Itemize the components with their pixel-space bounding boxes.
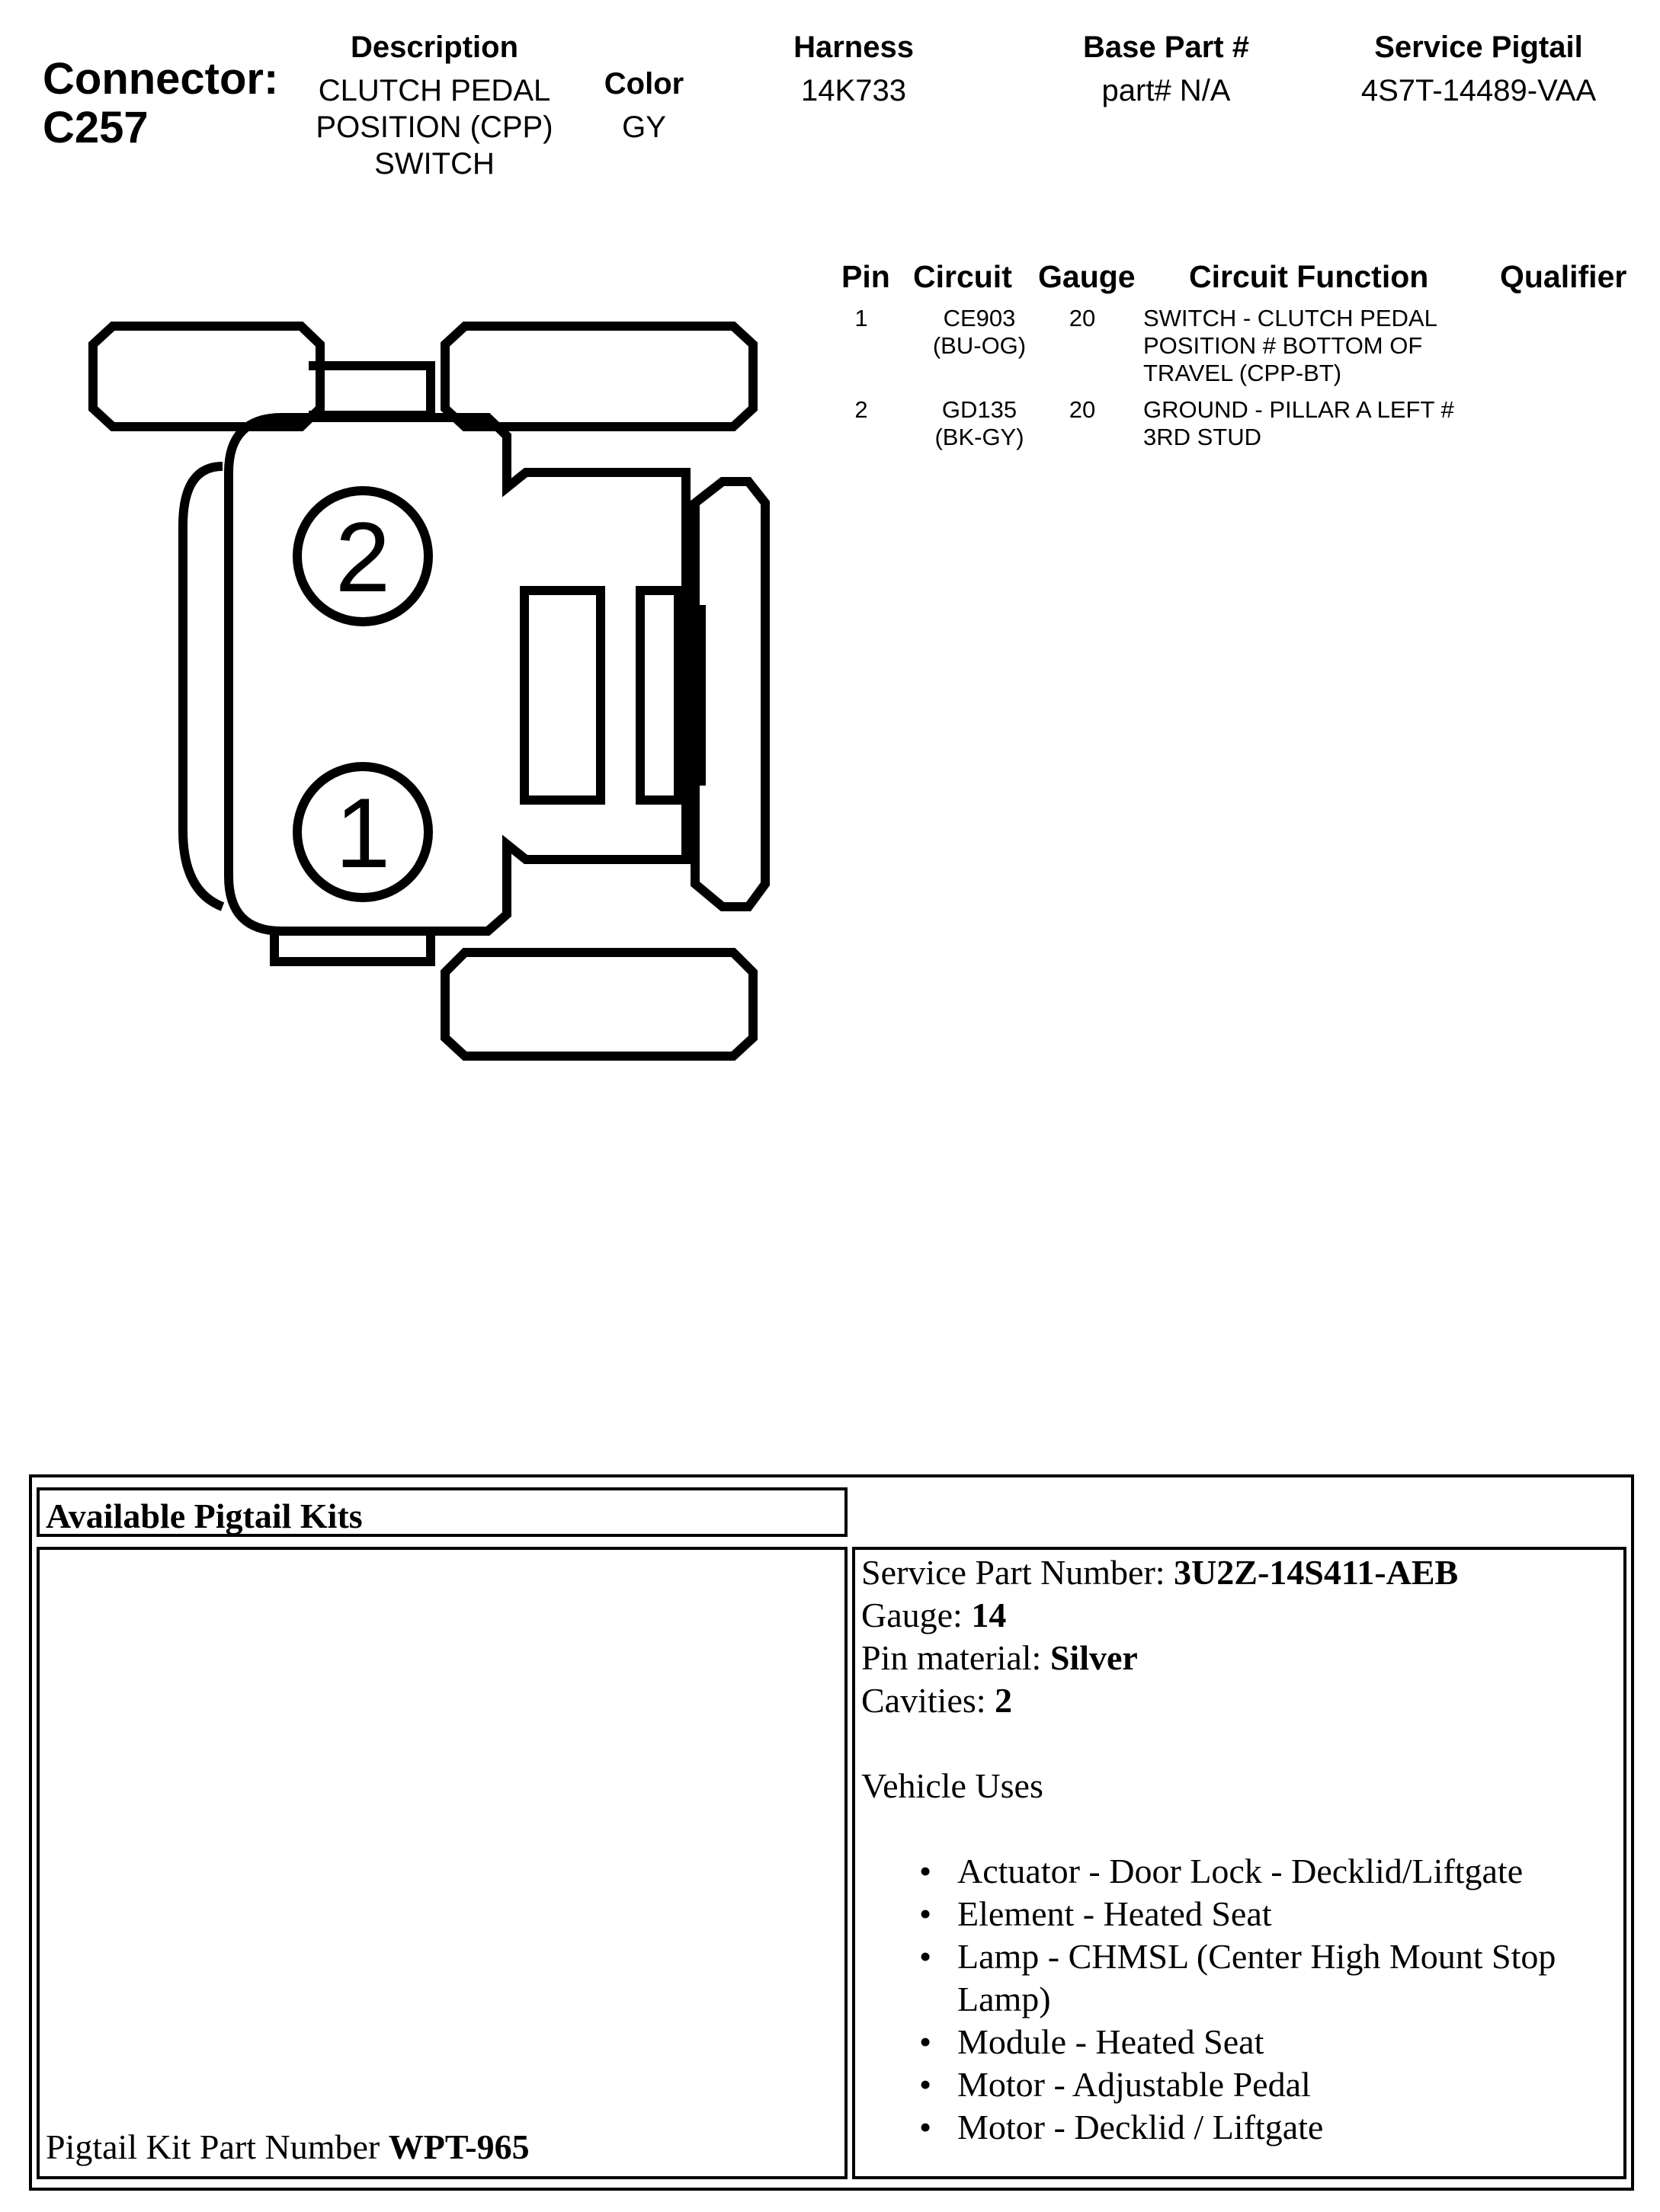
inner-window-right-shape bbox=[640, 591, 678, 800]
pin-number: 2 bbox=[854, 396, 868, 423]
circuit-id: GD135 bbox=[941, 396, 1017, 423]
circuit-function-column-header: Circuit Function bbox=[1189, 259, 1429, 294]
circuit-function-line: GROUND - PILLAR A LEFT # bbox=[1143, 396, 1454, 423]
pigtail-kit-number-line bbox=[46, 2126, 530, 2169]
list-item: • Element - Heated Seat bbox=[861, 1893, 1617, 1935]
service-pigtail-header: Service Pigtail bbox=[1374, 30, 1583, 64]
latch-bridge-shape bbox=[309, 366, 431, 415]
list-item: • Module - Heated Seat bbox=[861, 2021, 1617, 2063]
vehicle-uses-list bbox=[861, 1850, 1617, 2149]
circuit-color: (BK-GY) bbox=[934, 424, 1024, 450]
description-line-1: CLUTCH PEDAL bbox=[318, 74, 551, 107]
pigtail-kit-label: Pigtail Kit Part Number bbox=[46, 2127, 389, 2166]
service-pigtail-column bbox=[1326, 30, 1631, 109]
cavity-2-label: 2 bbox=[335, 501, 391, 613]
list-item: • Actuator - Door Lock - Decklid/Liftgate bbox=[861, 1850, 1617, 1893]
pin-column-header: Pin bbox=[841, 259, 890, 294]
pigtail-kit-number: WPT-965 bbox=[388, 2127, 530, 2166]
harness-value: 14K733 bbox=[801, 74, 906, 107]
connector-face-diagram bbox=[0, 0, 838, 1105]
circuit-cell bbox=[907, 396, 1052, 451]
body-left-side-shape bbox=[183, 466, 223, 907]
description-line-2: POSITION (CPP) bbox=[316, 110, 553, 144]
circuit-cell bbox=[907, 305, 1052, 360]
qualifier-column-header: Qualifier bbox=[1500, 259, 1627, 294]
pigtail-details-cell bbox=[852, 1547, 1626, 2179]
pin-material-label: Pin material: bbox=[861, 1638, 1050, 1677]
pigtail-kit-number-cell bbox=[37, 1547, 848, 2179]
pin-material-line bbox=[861, 1637, 1617, 1679]
cavities-label: Cavities: bbox=[861, 1681, 995, 1720]
latch-bottom-right-shape bbox=[445, 952, 753, 1056]
service-part-number: 3U2Z-14S411-AEB bbox=[1174, 1553, 1459, 1592]
circuit-column-header: Circuit bbox=[913, 259, 1012, 294]
circuit-color: (BU-OG) bbox=[932, 332, 1027, 359]
base-part-value: part# N/A bbox=[1101, 74, 1231, 107]
service-part-label: Service Part Number: bbox=[861, 1553, 1174, 1592]
circuit-function-line: TRAVEL (CPP-BT) bbox=[1143, 360, 1342, 386]
service-pigtail-value: 4S7T-14489-VAA bbox=[1360, 74, 1597, 107]
pigtail-kits-heading: Available Pigtail Kits bbox=[46, 1497, 363, 1535]
base-part-header: Base Part # bbox=[1083, 30, 1249, 64]
circuit-function-line: SWITCH - CLUTCH PEDAL bbox=[1143, 305, 1437, 331]
circuit-function-line: 3RD STUD bbox=[1143, 424, 1262, 450]
gauge-column-header: Gauge bbox=[1038, 259, 1136, 294]
gauge-number: 14 bbox=[971, 1596, 1007, 1634]
list-item: • Lamp - CHMSL (Center High Mount Stop Lamp) bbox=[861, 1935, 1617, 2021]
circuit-id: CE903 bbox=[943, 305, 1016, 331]
pin-number: 1 bbox=[854, 305, 868, 331]
color-value: GY bbox=[622, 110, 666, 144]
connector-id: C257 bbox=[43, 103, 149, 152]
description-header: Description bbox=[350, 30, 519, 64]
color-header: Color bbox=[604, 67, 684, 101]
vehicle-uses-heading: Vehicle Uses bbox=[861, 1766, 1043, 1805]
cavities-line bbox=[861, 1679, 1617, 1722]
description-line-3: SWITCH bbox=[374, 147, 495, 181]
circuit-function-line: POSITION # BOTTOM OF bbox=[1143, 332, 1423, 359]
pin-table bbox=[823, 259, 1646, 472]
harness-header: Harness bbox=[793, 30, 914, 64]
latch-top-left-shape bbox=[93, 326, 320, 427]
pin-material-value: Silver bbox=[1050, 1638, 1138, 1677]
connector-label: Connector: bbox=[43, 54, 279, 104]
service-part-line bbox=[861, 1551, 1617, 1594]
pigtail-kits-heading-cell bbox=[37, 1487, 848, 1537]
latch-top-right-shape bbox=[445, 326, 753, 427]
gauge-value: 20 bbox=[1069, 305, 1096, 331]
list-item: • Motor - Decklid / Liftgate bbox=[861, 2106, 1617, 2149]
base-part-column bbox=[1044, 30, 1288, 109]
gauge-line bbox=[861, 1594, 1617, 1637]
gauge-label: Gauge: bbox=[861, 1596, 972, 1634]
list-item: • Motor - Adjustable Pedal bbox=[861, 2063, 1617, 2106]
gauge-value: 20 bbox=[1069, 396, 1096, 423]
inner-window-left-shape bbox=[524, 591, 601, 800]
cavity-1-label: 1 bbox=[335, 777, 391, 888]
circuit-function-cell bbox=[1143, 305, 1494, 387]
circuit-function-cell bbox=[1143, 396, 1494, 451]
cavities-value: 2 bbox=[995, 1681, 1013, 1720]
